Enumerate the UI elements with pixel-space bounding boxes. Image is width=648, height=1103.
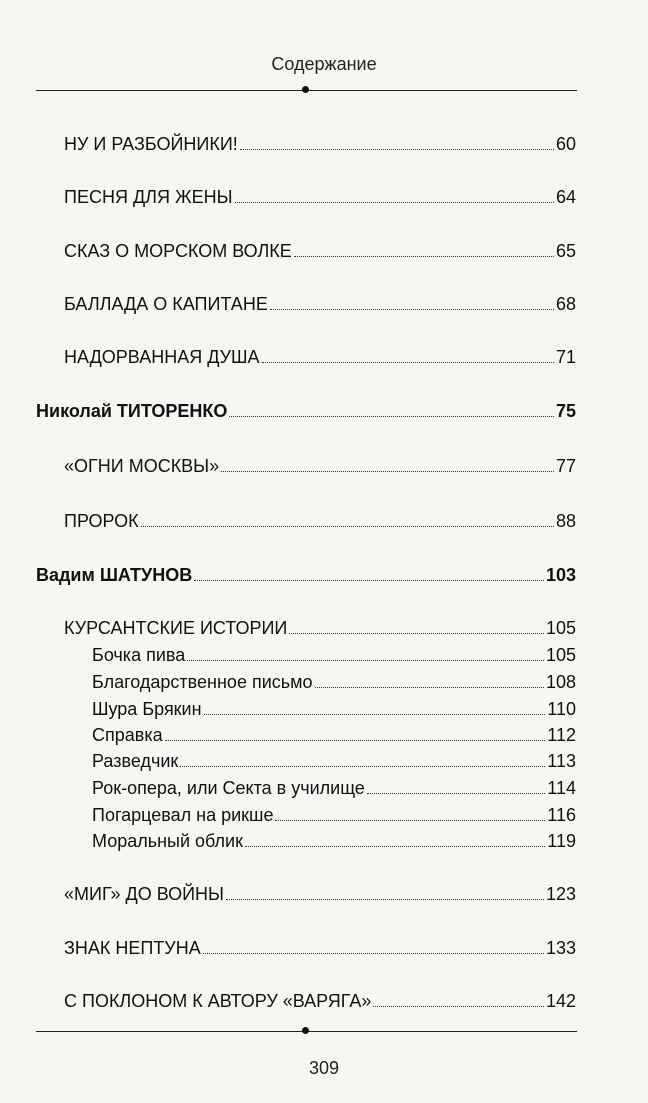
toc-entry-page: 103 [545,565,576,585]
toc-leader-dots [203,953,544,954]
toc-subentry[interactable] [92,671,576,693]
toc-entry-page: 88 [555,511,576,531]
toc-entry[interactable] [64,133,576,155]
toc-entry-page: 75 [555,401,576,421]
toc-leader-dots [245,846,545,847]
footer-rule [36,1031,577,1032]
toc-entry-page: 60 [555,134,576,154]
toc-entry-page: 110 [547,699,576,719]
toc-entry-title: Вадим ШАТУНОВ [36,565,193,585]
toc-subentry[interactable] [92,698,576,720]
toc-entry-title: ПЕСНЯ ДЛЯ ЖЕНЫ [64,187,233,207]
toc-author-entry[interactable] [36,564,576,586]
toc-leader-dots [270,309,554,310]
toc-leader-dots [235,202,554,203]
toc-leader-dots [262,362,554,363]
toc-entry-page: 71 [555,347,576,367]
toc-leader-dots [221,471,554,472]
toc-entry-title: Погарцевал на рикше [92,805,274,825]
toc-entry-page: 119 [547,831,576,851]
toc-author-entry[interactable] [36,400,576,422]
toc-entry-title: ПРОРОК [64,511,139,531]
toc-entry-page: 105 [545,618,576,638]
toc-entry-title: «МИГ» ДО ВОЙНЫ [64,884,224,904]
toc-leader-dots [315,687,544,688]
page-number: 309 [308,1058,340,1078]
toc-subentry[interactable] [92,830,576,852]
toc-leader-dots [194,580,544,581]
toc-entry-title: Николай ТИТОРЕНКО [36,401,228,421]
toc-leader-dots [289,633,544,634]
toc-leader-dots [367,793,545,794]
toc-leader-dots [165,740,546,741]
toc-leader-dots [294,256,554,257]
toc-entry-title: Справка [92,725,163,745]
toc-leader-dots [204,714,546,715]
toc-entry-page: 64 [555,187,576,207]
toc-entry-title: БАЛЛАДА О КАПИТАНЕ [64,294,268,314]
toc-leader-dots [229,416,554,417]
toc-subentry[interactable] [92,750,576,772]
header-rule [36,90,577,91]
toc-entry-title: Рок-опера, или Секта в училище [92,778,365,798]
toc-subentry[interactable] [92,804,576,826]
toc-subentry[interactable] [92,777,576,799]
toc-leader-dots [226,899,544,900]
toc-entry-title: С ПОКЛОНОМ К АВТОРУ «ВАРЯГА» [64,991,372,1011]
toc-entry-title: СКАЗ О МОРСКОМ ВОЛКЕ [64,241,292,261]
toc-entry-title: Разведчик [92,751,179,771]
toc-leader-dots [275,820,545,821]
toc-leader-dots [187,660,544,661]
toc-entry-page: 112 [547,725,576,745]
toc-entry-title: НУ И РАЗБОЙНИКИ! [64,134,238,154]
toc-leader-dots [240,149,554,150]
toc-entry[interactable] [64,883,576,905]
toc-entry-page: 108 [545,672,576,692]
toc-entry[interactable] [64,186,576,208]
toc-subentry[interactable] [92,644,576,666]
toc-entry-title: Бочка пива [92,645,186,665]
toc-leader-dots [141,526,554,527]
toc-entry-title: ЗНАК НЕПТУНА [64,938,201,958]
toc-entry[interactable] [64,293,576,315]
toc-entry-title: НАДОРВАННАЯ ДУША [64,347,260,367]
toc-entry-page: 133 [545,938,576,958]
toc-entry[interactable] [64,240,576,262]
toc-entry[interactable] [64,990,576,1012]
toc-entry-page: 113 [547,751,576,771]
rule-ornament-dot [302,86,309,93]
toc-entry-title: «ОГНИ МОСКВЫ» [64,456,220,476]
toc-entry[interactable] [64,455,576,477]
page-header-title: Содержание [271,54,377,74]
toc-entry-title: Шура Брякин [92,699,202,719]
toc-leader-dots [180,766,545,767]
toc-entry-page: 65 [555,241,576,261]
toc-subentry[interactable] [92,724,576,746]
toc-entry-page: 105 [545,645,576,665]
toc-entry-page: 68 [555,294,576,314]
toc-entry-title: КУРСАНТСКИЕ ИСТОРИИ [64,618,288,638]
toc-entry[interactable] [64,617,576,639]
toc-entry-page: 77 [555,456,576,476]
toc-entry-page: 116 [547,805,576,825]
toc-entry-page: 142 [545,991,576,1011]
toc-entry-page: 123 [545,884,576,904]
toc-entry-title: Благодарственное письмо [92,672,313,692]
toc-entry-title: Моральный облик [92,831,243,851]
toc-entry[interactable] [64,937,576,959]
rule-ornament-dot [302,1027,309,1034]
toc-leader-dots [373,1006,544,1007]
toc-entry[interactable] [64,510,576,532]
toc-entry-page: 114 [547,778,576,798]
toc-entry[interactable] [64,346,576,368]
